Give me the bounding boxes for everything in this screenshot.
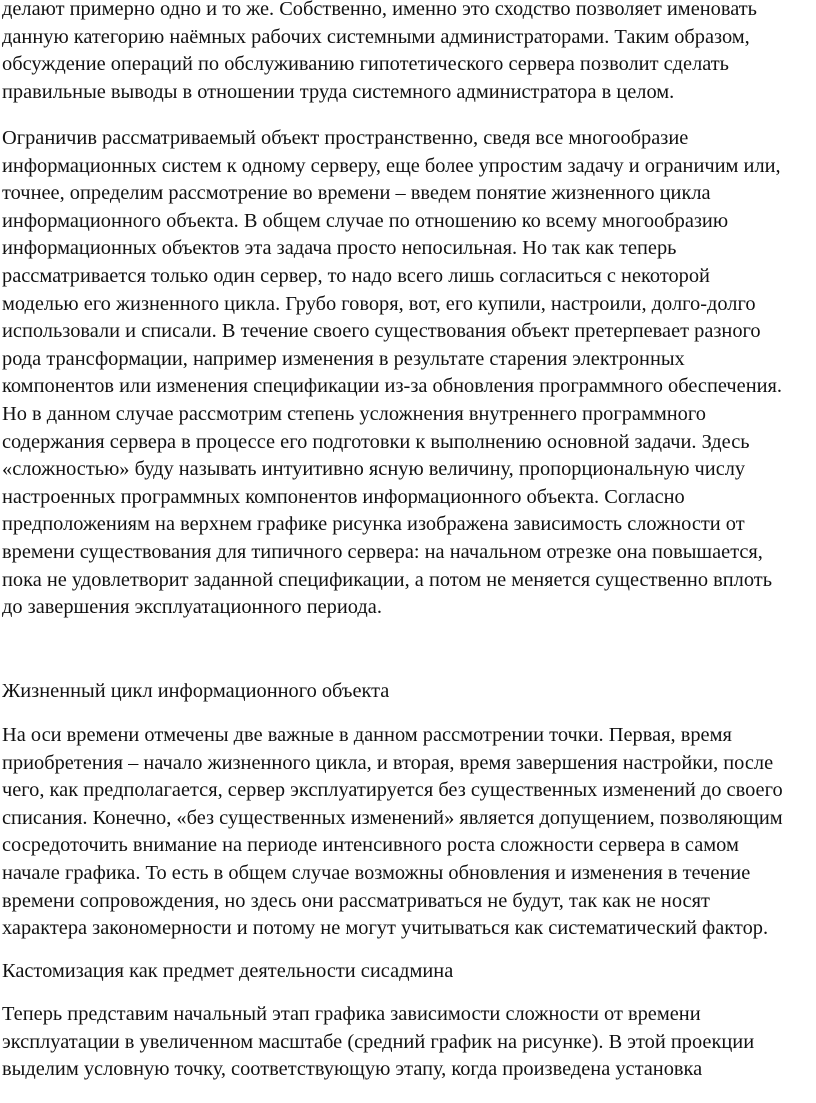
text-line: сосредоточить внимание на периоде интенсивного роста сложности сервера в самом	[2, 834, 739, 857]
paragraph-time-axis	[2, 722, 802, 943]
text-line: данную категорию наёмных рабочих системными администраторами. Таким образом,	[2, 25, 750, 48]
text-line: выделим условную точку, соответствующую этапу, когда произведена установка	[2, 1058, 703, 1081]
text-line: На оси времени отмечены две важные в данном рассмотрении точки. Первая, время	[2, 724, 732, 746]
text-line: точнее, определим рассмотрение во времени – введем понятие жизненного цикла	[2, 182, 711, 205]
paragraph-customization	[2, 1001, 802, 1084]
text-line: информационного объекта. В общем случае по отношению ко всему многообразию	[2, 209, 729, 232]
text-line: компонентов или изменения спецификации из-за обновления программного обеспечения.	[2, 375, 783, 398]
text-line: до завершения эксплуатационного периода.	[2, 596, 382, 619]
text-line: пока не удовлетворит заданной спецификации, а потом не меняется существенно вплоть	[2, 568, 772, 591]
text-line: приобретения – начало жизненного цикла, и вторая, время завершения настройки, после	[2, 751, 774, 774]
text-line: рассматривается только один сервер, то надо всего лишь согласиться с некоторой	[2, 264, 710, 287]
text-line: моделью его жизненного цикла. Грубо говоря, вот, его купили, настроили, долго-долго	[2, 292, 756, 315]
section-heading-lifecycle: Жизненный цикл информационного объекта	[2, 680, 390, 702]
text-line: правильные выводы в отношении труда системного администратора в целом.	[2, 80, 675, 103]
text-line: использовали и списали. В течение своего существования объект претерпевает разного	[2, 320, 761, 343]
text-line: рода трансформации, например изменения в результате старения электронных	[2, 347, 685, 370]
text-line: информационных объектов эта задача просто непосильная. Но так как теперь	[2, 237, 677, 260]
section-heading-customization: Кастомизация как предмет деятельности сисадмина	[2, 960, 454, 982]
text-line: начале графика. То есть в общем случае возможны обновления и изменения в течение	[2, 861, 751, 884]
text-line: предположениям на верхнем графике рисунка изображена зависимость сложности от	[2, 513, 745, 536]
text-line: информационных систем к одному серверу, еще более упростим задачу и ограничим или,	[2, 154, 781, 177]
text-line: времени сопровождения, но здесь они рассматриваться не будут, так как не носят	[2, 889, 710, 912]
text-line: времени существования для типичного сервера: на начальном отрезке она повышается,	[2, 540, 763, 563]
text-line: эксплуатации в увеличенном масштабе (средний график на рисунке). В этой проекции	[2, 1030, 755, 1053]
paragraph-lifecycle-intro	[2, 125, 802, 622]
text-line: списания. Конечно, «без существенных изменений» является допущением, позволяющим	[2, 806, 783, 829]
text-line: делают примерно одно и то же. Собственно, именно это сходство позволяет именовать	[2, 0, 757, 20]
text-line: характера закономерности и потому не могут учитываться как систематический фактор.	[2, 917, 769, 940]
text-line: Ограничив рассматриваемый объект пространственно, сведя все многообразие	[2, 127, 689, 149]
text-line: Теперь представим начальный этап графика зависимости сложности от времени	[2, 1003, 701, 1025]
text-line: настроенных программных компонентов информационного объекта. Согласно	[2, 485, 685, 508]
text-line: «сложностью» буду называть интуитивно ясную величину, пропорциональную числу	[2, 458, 746, 481]
text-line: содержания сервера в процессе его подготовки к выполнению основной задачи. Здесь	[2, 430, 750, 453]
text-line: чего, как предполагается, сервер эксплуатируется без существенных изменений до своего	[2, 779, 783, 802]
paragraph-continuation	[2, 0, 802, 106]
text-line: обсуждение операций по обслуживанию гипотетического сервера позволит сделать	[2, 53, 729, 76]
text-line: Но в данном случае рассмотрим степень усложнения внутреннего программного	[2, 402, 706, 425]
